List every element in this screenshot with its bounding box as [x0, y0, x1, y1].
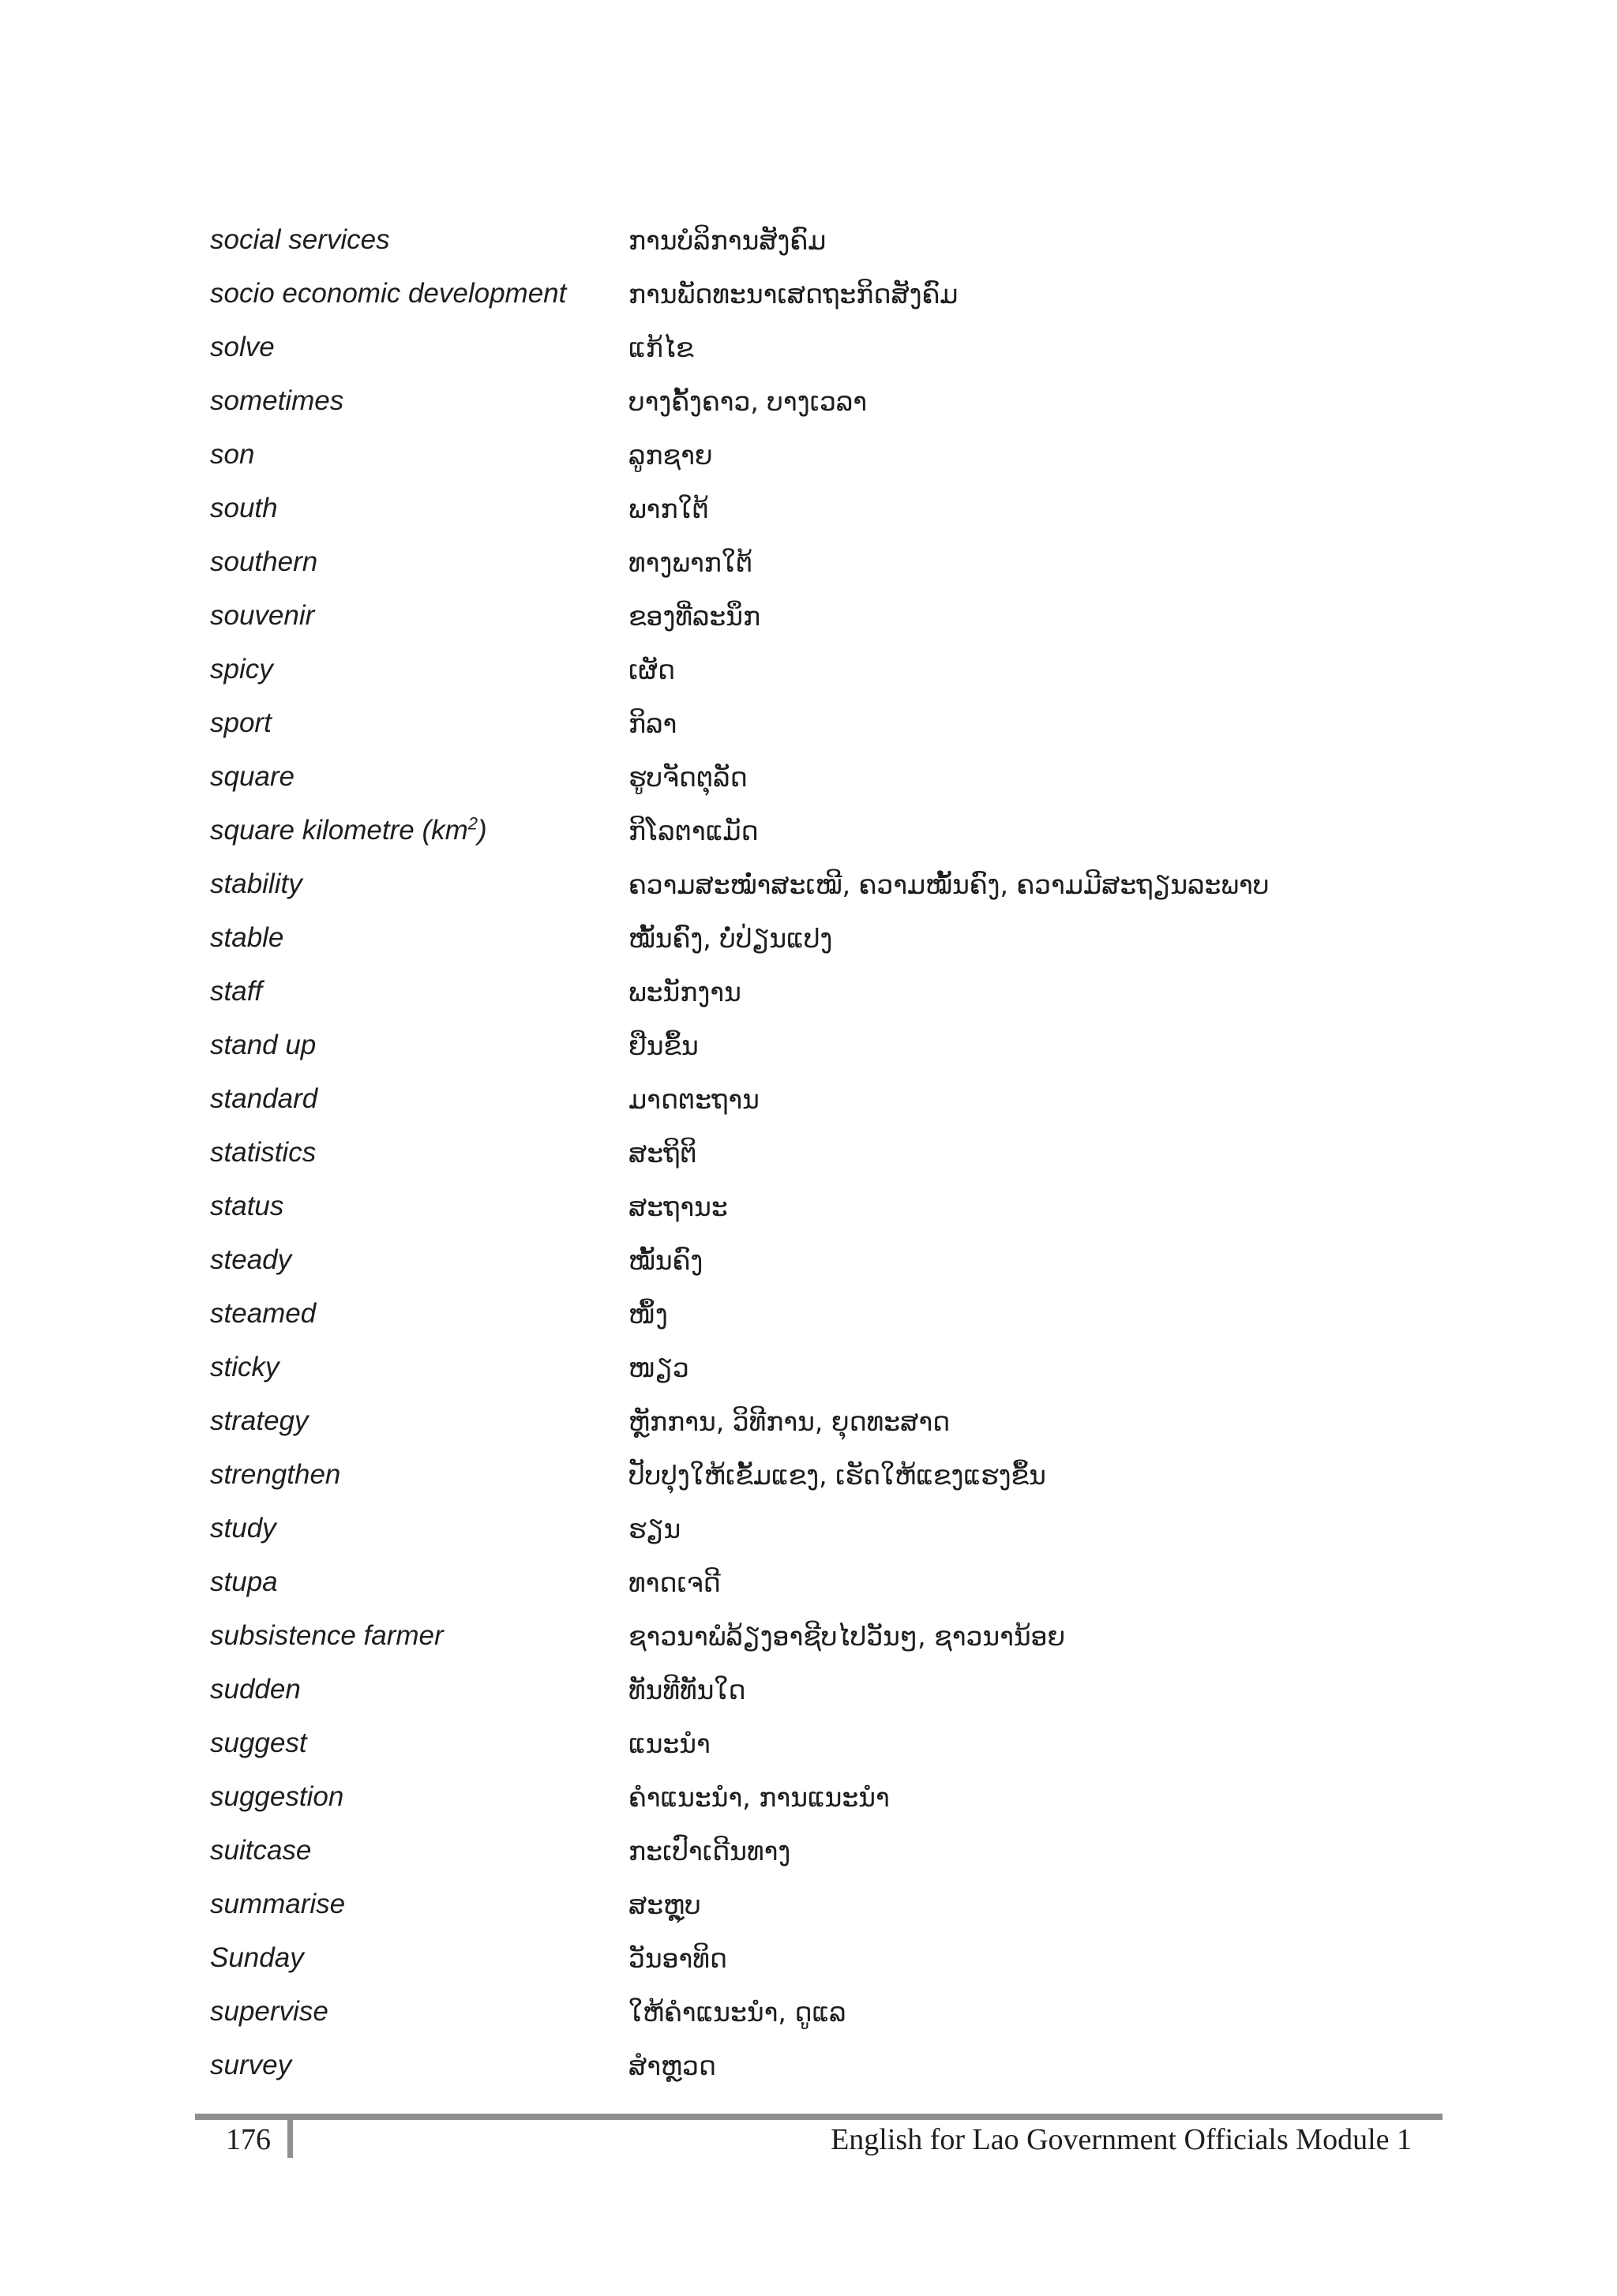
english-term: sticky [210, 1352, 280, 1382]
lao-translation: ພາກໃຕ້ [628, 493, 709, 524]
glossary-entry [210, 1287, 1473, 1341]
glossary-entry [210, 911, 1473, 965]
superscript-two: 2 [467, 813, 478, 834]
lao-translation: ສຳຫຼວດ [628, 2050, 716, 2081]
english-term: spicy [210, 654, 273, 685]
glossary-entry [210, 1663, 1473, 1716]
lao-translation: ກິໂລຕາແມັດ [628, 815, 759, 846]
glossary-entry [210, 643, 1473, 696]
lao-translation: ການພັດທະນາເສດຖະກິດສັງຄົມ [628, 278, 959, 310]
lao-translation: ກະເປົາເດີນທາງ [628, 1835, 791, 1866]
glossary-entry [210, 1985, 1473, 2039]
lao-translation: ກິລາ [628, 707, 677, 739]
english-term: stability [210, 869, 302, 899]
english-term: sudden [210, 1674, 301, 1705]
english-term: souvenir [210, 600, 315, 631]
english-term: southern [210, 546, 318, 577]
glossary-entry [210, 857, 1473, 911]
glossary-entry [210, 1824, 1473, 1878]
lao-translation: ການບໍລິການສັງຄົມ [628, 224, 827, 256]
english-term: suitcase [210, 1835, 312, 1866]
lao-translation: ໝັ້ນຄົງ, ບໍ່ປ່ຽນແປງ [628, 922, 833, 954]
glossary-entry [210, 482, 1473, 535]
english-term: solve [210, 332, 275, 362]
english-term-text: square kilometre (km [210, 815, 468, 846]
glossary-list [210, 213, 1473, 2092]
english-term: strategy [210, 1405, 309, 1436]
lao-translation: ຄຳແນະນຳ, ການແນະນຳ [628, 1781, 890, 1813]
english-term: subsistence farmer [210, 1620, 444, 1651]
glossary-entry [210, 1126, 1473, 1180]
lao-translation: ສະຫຼຸບ [628, 1889, 701, 1920]
glossary-entry [210, 1770, 1473, 1824]
lao-translation: ພະນັກງານ [628, 976, 741, 1007]
glossary-entry [210, 589, 1473, 643]
lao-translation: ເຜັດ [628, 654, 676, 685]
english-term: stupa [210, 1566, 278, 1597]
lao-translation: ປັບປຸງໃຫ້ເຂັ້ມແຂງ, ເຮັດໃຫ້ແຂງແຮງຂຶ້ນ [628, 1459, 1046, 1491]
english-term: supervise [210, 1996, 328, 2027]
glossary-entry [210, 1716, 1473, 1770]
glossary-entry [210, 1019, 1473, 1072]
glossary-entry [210, 1180, 1473, 1233]
lao-translation: ທັນທີທັນໃດ [628, 1674, 746, 1705]
english-term: south [210, 493, 278, 523]
english-term: steamed [210, 1298, 317, 1329]
glossary-entry [210, 1502, 1473, 1555]
english-term: standard [210, 1083, 318, 1114]
lao-translation: ຊາວນາພໍລ້ຽງອາຊີບໄປວັນໆ, ຊາວນານ້ອຍ [628, 1620, 1066, 1652]
glossary-entry [210, 1878, 1473, 1931]
glossary-entry [210, 1233, 1473, 1287]
lao-translation: ທາງພາກໃຕ້ [628, 546, 753, 578]
lao-translation: ຂອງທີ່ລະນຶກ [628, 600, 761, 632]
english-term: statistics [210, 1137, 317, 1168]
english-term-end: ) [478, 815, 487, 846]
english-term: survey [210, 2050, 292, 2080]
english-term: strengthen [210, 1459, 341, 1490]
lao-translation: ສະຖານະ [628, 1191, 728, 1222]
glossary-entry [210, 2039, 1473, 2092]
glossary-entry [210, 428, 1473, 482]
glossary-entry [210, 696, 1473, 750]
english-term: stable [210, 922, 284, 953]
glossary-entry [210, 267, 1473, 321]
english-term: stand up [210, 1030, 317, 1060]
lao-translation: ຄວາມສະໝ່ຳສະເໝີ, ຄວາມໝັ້ນຄົງ, ຄວາມມີສະຖຽນລະພາບ [628, 869, 1270, 900]
lao-translation: ຫຼັກການ, ວິທີການ, ຍຸດທະສາດ [628, 1405, 951, 1437]
english-term: suggestion [210, 1781, 344, 1812]
glossary-entry [210, 1341, 1473, 1394]
lao-translation: ໝັ້ນຄົງ [628, 1244, 703, 1276]
glossary-entry [210, 750, 1473, 804]
english-term: status [210, 1191, 284, 1221]
lao-translation: ບາງຄັ້ງຄາວ, ບາງເວລາ [628, 385, 868, 417]
glossary-entry [210, 321, 1473, 374]
glossary-entry [210, 804, 1473, 857]
glossary-entry [210, 535, 1473, 589]
glossary-entry [210, 374, 1473, 428]
english-term: sometimes [210, 385, 344, 416]
lao-translation: ໜຶ້ງ [628, 1298, 668, 1330]
glossary-entry [210, 1555, 1473, 1609]
lao-translation: ທາດເຈດີ [628, 1566, 721, 1598]
lao-translation: ຮູບຈັດຕຸລັດ [628, 761, 748, 793]
english-term: sport [210, 707, 272, 738]
glossary-entry [210, 965, 1473, 1019]
lao-translation: ມາດຕະຖານ [628, 1083, 760, 1115]
glossary-entry [210, 1072, 1473, 1126]
english-term: social services [210, 224, 390, 255]
english-term: steady [210, 1244, 292, 1275]
english-term: square [210, 761, 295, 792]
english-term: study [210, 1513, 276, 1544]
lao-translation: ສະຖິຕິ [628, 1137, 697, 1169]
lao-translation: ຮຽນ [628, 1513, 681, 1544]
footer-divider [195, 2114, 1443, 2120]
lao-translation: ແກ້ໄຂ [628, 332, 694, 363]
glossary-entry [210, 1394, 1473, 1448]
lao-translation: ໃຫ້ຄຳແນະນຳ, ດູແລ [628, 1996, 846, 2028]
english-term [210, 815, 628, 846]
english-term: Sunday [210, 1942, 304, 1973]
english-term: son [210, 439, 255, 470]
lao-translation: ແນະນຳ [628, 1728, 711, 1759]
glossary-entry [210, 213, 1473, 267]
english-term: staff [210, 976, 263, 1007]
lao-translation: ວັນອາທິດ [628, 1942, 727, 1974]
running-title: English for Lao Government Officials Module 1 [831, 2123, 1412, 2156]
footer-divider-tick [287, 2114, 293, 2158]
glossary-entry [210, 1931, 1473, 1985]
glossary-entry [210, 1609, 1473, 1663]
english-term: summarise [210, 1889, 346, 1919]
lao-translation: ຢືນຂຶ້ນ [628, 1030, 699, 1061]
lao-translation: ໜຽວ [628, 1352, 689, 1383]
english-term: socio economic development [210, 278, 567, 309]
lao-translation: ລູກຊາຍ [628, 439, 713, 471]
glossary-entry [210, 1448, 1473, 1502]
page-number: 176 [226, 2123, 271, 2156]
english-term: suggest [210, 1728, 307, 1758]
